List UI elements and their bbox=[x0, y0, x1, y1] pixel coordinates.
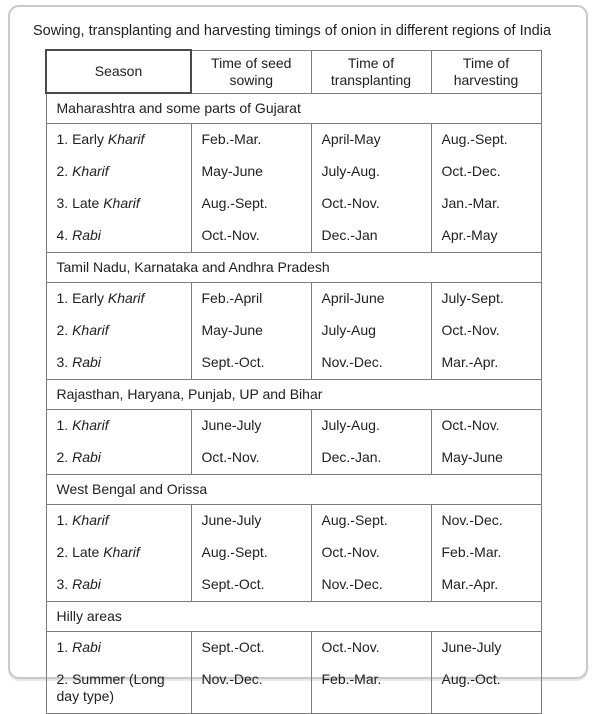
season-cell bbox=[46, 124, 191, 157]
sowing-cell: Sept.-Oct. bbox=[191, 347, 311, 380]
column-header-season: Season bbox=[46, 50, 191, 93]
region-header-row bbox=[46, 475, 541, 505]
season-label: 3. Late bbox=[56, 195, 104, 211]
season-label: 2. bbox=[56, 163, 73, 179]
sowing-cell: Feb.-April bbox=[191, 283, 311, 316]
season-label-italic: Kharif bbox=[103, 195, 140, 211]
season-row bbox=[46, 283, 541, 316]
season-row bbox=[46, 569, 541, 602]
sowing-cell: Aug.-Sept. bbox=[191, 537, 311, 569]
season-label-italic: Kharif bbox=[103, 544, 140, 560]
season-label: 1. bbox=[56, 512, 73, 528]
header-row bbox=[46, 50, 541, 93]
season-label: 1. Early bbox=[56, 290, 108, 306]
season-row bbox=[46, 315, 541, 347]
region-section bbox=[46, 253, 541, 380]
harvesting-cell: Oct.-Dec. bbox=[431, 156, 541, 188]
harvesting-cell: May-June bbox=[431, 442, 541, 475]
season-cell bbox=[46, 632, 191, 665]
season-cell bbox=[46, 664, 191, 714]
season-cell bbox=[46, 315, 191, 347]
region-header-row bbox=[46, 380, 541, 410]
transplanting-cell: Dec.-Jan bbox=[311, 220, 431, 253]
season-row bbox=[46, 664, 541, 714]
transplanting-cell: July-Aug bbox=[311, 315, 431, 347]
season-label-italic: Rabi bbox=[72, 449, 101, 465]
transplanting-cell: Nov.-Dec. bbox=[311, 347, 431, 380]
harvesting-cell: June-July bbox=[431, 632, 541, 665]
season-row bbox=[46, 632, 541, 665]
season-row bbox=[46, 220, 541, 253]
season-label: 2. bbox=[56, 322, 73, 338]
region-title: Rajasthan, Haryana, Punjab, UP and Bihar bbox=[46, 380, 541, 410]
season-label-italic: Kharif bbox=[72, 322, 109, 338]
region-header-row bbox=[46, 602, 541, 632]
region-title: West Bengal and Orissa bbox=[46, 475, 541, 505]
season-cell bbox=[46, 537, 191, 569]
season-label: 2. Summer (Long day type) bbox=[56, 671, 165, 704]
region-section bbox=[46, 602, 541, 714]
season-label: 2. bbox=[56, 449, 73, 465]
season-label: 1. bbox=[56, 417, 73, 433]
timing-table bbox=[45, 49, 542, 714]
region-section bbox=[46, 380, 541, 475]
sowing-cell: Oct.-Nov. bbox=[191, 220, 311, 253]
harvesting-cell: Aug.-Sept. bbox=[431, 124, 541, 157]
season-cell bbox=[46, 283, 191, 316]
sowing-cell: June-July bbox=[191, 410, 311, 443]
season-row bbox=[46, 156, 541, 188]
harvesting-cell: Jan.-Mar. bbox=[431, 188, 541, 220]
season-row bbox=[46, 537, 541, 569]
season-cell bbox=[46, 442, 191, 475]
region-section bbox=[46, 93, 541, 253]
transplanting-cell: April-June bbox=[311, 283, 431, 316]
transplanting-cell: Oct.-Nov. bbox=[311, 632, 431, 665]
season-cell bbox=[46, 156, 191, 188]
season-label: 4. bbox=[56, 227, 73, 243]
harvesting-cell: Mar.-Apr. bbox=[431, 347, 541, 380]
region-header-row bbox=[46, 93, 541, 124]
region-title: Tamil Nadu, Karnataka and Andhra Pradesh bbox=[46, 253, 541, 283]
sowing-cell: Feb.-Mar. bbox=[191, 124, 311, 157]
season-label-italic: Rabi bbox=[72, 576, 101, 592]
transplanting-cell: Oct.-Nov. bbox=[311, 188, 431, 220]
season-row bbox=[46, 347, 541, 380]
season-row bbox=[46, 410, 541, 443]
transplanting-cell: July-Aug. bbox=[311, 156, 431, 188]
sowing-cell: Oct.-Nov. bbox=[191, 442, 311, 475]
season-label-italic: Kharif bbox=[72, 417, 109, 433]
season-label-italic: Rabi bbox=[72, 639, 101, 655]
season-label: 3. bbox=[56, 354, 73, 370]
region-header-row bbox=[46, 253, 541, 283]
region-section bbox=[46, 475, 541, 602]
season-label: 3. bbox=[56, 576, 73, 592]
transplanting-cell: Nov.-Dec. bbox=[311, 569, 431, 602]
season-label: 2. Late bbox=[56, 544, 104, 560]
harvesting-cell: Oct.-Nov. bbox=[431, 410, 541, 443]
transplanting-cell: April-May bbox=[311, 124, 431, 157]
region-title: Maharashtra and some parts of Gujarat bbox=[46, 93, 541, 124]
season-row bbox=[46, 124, 541, 157]
season-row bbox=[46, 442, 541, 475]
column-header-transplanting: Time of transplanting bbox=[311, 50, 431, 93]
season-label-italic: Kharif bbox=[72, 512, 109, 528]
transplanting-cell: Oct.-Nov. bbox=[311, 537, 431, 569]
harvesting-cell: Mar.-Apr. bbox=[431, 569, 541, 602]
sowing-cell: Sept.-Oct. bbox=[191, 632, 311, 665]
harvesting-cell: Oct.-Nov. bbox=[431, 315, 541, 347]
season-cell bbox=[46, 347, 191, 380]
harvesting-cell: Apr.-May bbox=[431, 220, 541, 253]
column-header-seed-sowing: Time of seed sowing bbox=[191, 50, 311, 93]
transplanting-cell: Aug.-Sept. bbox=[311, 505, 431, 538]
harvesting-cell: Aug.-Oct. bbox=[431, 664, 541, 714]
harvesting-cell: Feb.-Mar. bbox=[431, 537, 541, 569]
season-cell bbox=[46, 505, 191, 538]
sowing-cell: June-July bbox=[191, 505, 311, 538]
season-row bbox=[46, 188, 541, 220]
transplanting-cell: Dec.-Jan. bbox=[311, 442, 431, 475]
season-label-italic: Kharif bbox=[107, 290, 145, 306]
season-label-italic: Rabi bbox=[72, 354, 101, 370]
sowing-cell: Nov.-Dec. bbox=[191, 664, 311, 714]
season-label-italic: Kharif bbox=[72, 163, 109, 179]
harvesting-cell: July-Sept. bbox=[431, 283, 541, 316]
sowing-cell: May-June bbox=[191, 315, 311, 347]
transplanting-cell: July-Aug. bbox=[311, 410, 431, 443]
content-card bbox=[8, 5, 588, 704]
season-label-italic: Kharif bbox=[107, 131, 145, 147]
column-header-harvesting: Time of harvesting bbox=[431, 50, 541, 93]
season-cell bbox=[46, 220, 191, 253]
season-cell bbox=[46, 410, 191, 443]
season-row bbox=[46, 505, 541, 538]
harvesting-cell: Nov.-Dec. bbox=[431, 505, 541, 538]
sowing-cell: May-June bbox=[191, 156, 311, 188]
region-title: Hilly areas bbox=[46, 602, 541, 632]
season-label-italic: Rabi bbox=[72, 227, 101, 243]
season-cell bbox=[46, 188, 191, 220]
sowing-cell: Aug.-Sept. bbox=[191, 188, 311, 220]
transplanting-cell: Feb.-Mar. bbox=[311, 664, 431, 714]
page-title: Sowing, transplanting and harvesting timings of onion in different regions of India bbox=[33, 23, 552, 39]
season-cell bbox=[46, 569, 191, 602]
season-label: 1. Early bbox=[56, 131, 108, 147]
sowing-cell: Sept.-Oct. bbox=[191, 569, 311, 602]
season-label: 1. bbox=[56, 639, 73, 655]
